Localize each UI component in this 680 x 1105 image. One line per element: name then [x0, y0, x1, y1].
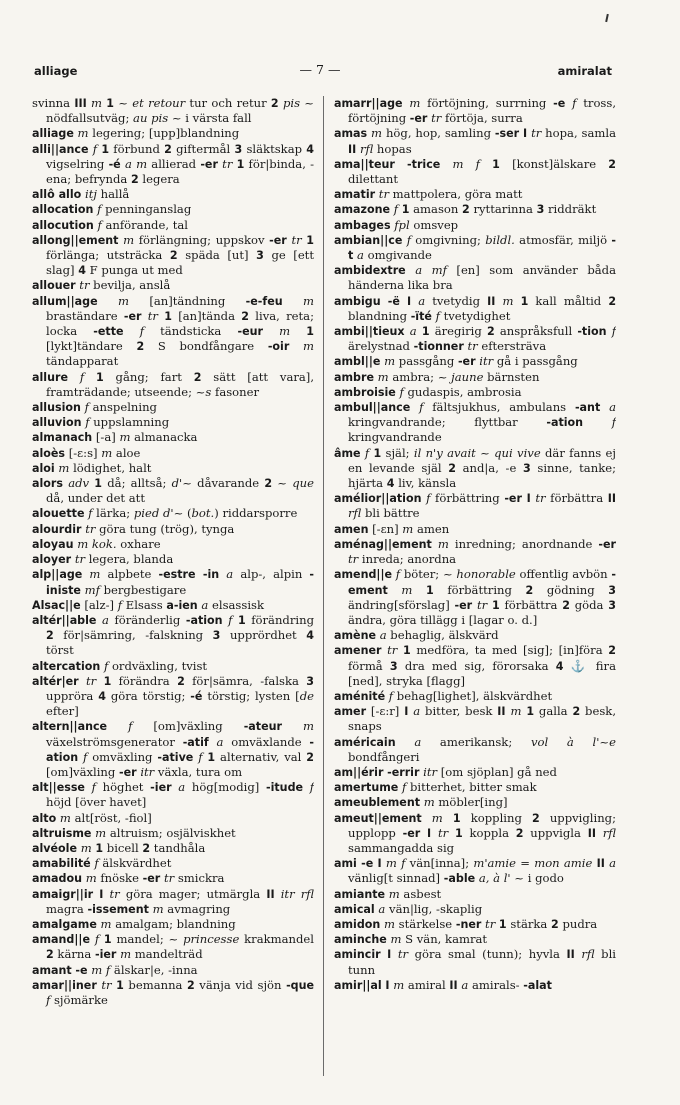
- dictionary-entry: allocution f anförande, tal: [32, 217, 188, 232]
- dictionary-entry: allô allo itj hallå: [32, 187, 130, 202]
- dictionary-entry: aminche m S vän, kamrat: [334, 932, 488, 947]
- dictionary-entry: aménag||ement m inredning; anordnande -er tr inreda; anordna: [334, 536, 616, 567]
- right-guide-word: amiralat: [557, 64, 612, 78]
- dictionary-entry: altercation f ordväxling, tvist: [32, 658, 208, 673]
- page-header: [28, 64, 612, 82]
- dictionary-entry: aloès [-ɛ:s] m aloe: [32, 445, 141, 460]
- dictionary-entry: ambul||ance f fältsjukhus, ambulans -ant a kringvandrande; flyttbar -ation f kringvandrande: [334, 400, 616, 445]
- dictionary-entry: amener tr 1 medföra, ta med [sig]; [in]föra 2 förmå 3 dra med sig, förorsaka 4 ⚓ fira [ned], stryka [flagg]: [334, 643, 616, 688]
- dictionary-entry: âme f 1 själ; il n'y avait ~ qui vive där fanns ej en levande själ 2 and|a, -e 3 sinne, tanke; hjärta 4 liv, känsla: [334, 445, 616, 491]
- dictionary-entry: amar||iner tr 1 bemanna 2 vänja vid sjön -que f sjömärke: [32, 977, 314, 1007]
- dictionary-entry: amant -e m f älskar|e, -inna: [32, 962, 198, 977]
- dictionary-entry: ambi||tieux a 1 äregirig 2 anspråksfull -tion f ärelystnad -tionner tr eftersträva: [334, 324, 616, 354]
- dictionary-entry: ami -e I m f vän[inna]; m'amie = mon amie II a vänlig[t sinnad] -able a, à l' ~ i godo: [334, 856, 616, 886]
- dictionary-entry: altruisme m altruism; osjälviskhet: [32, 825, 236, 840]
- dictionary-entry: amand||e f 1 mandel; ~ princesse krakmandel 2 kärna -ier m mandelträd: [32, 932, 314, 962]
- dictionary-entry: amadou m fnöske -er tr smickra: [32, 871, 225, 886]
- dictionary-entry: amer [-ɛ:r] I a bitter, besk II m 1 galla 2 besk, snaps: [334, 704, 616, 734]
- page-number: — 7 —: [299, 62, 341, 77]
- dictionary-entry: alp||age m alpbete -estre -in a alp-, alpin -iniste mf bergbestigare: [32, 567, 314, 597]
- dictionary-entry: am||érir -errir itr [om sjöplan] gå ned: [334, 764, 557, 779]
- dictionary-entry: amas m hög, hop, samling -ser I tr hopa, samla II rfl hopas: [334, 126, 616, 156]
- dictionary-entry: amatir tr mattpolera, göra matt: [334, 187, 523, 202]
- dictionary-entry: amical a vän|lig, -skaplig: [334, 901, 483, 916]
- dictionary-entry: amend||e f böter; ~ honorable offentlig avbön -ement m 1 förbättring 2 gödning 3 ändring[sförslag] -er tr 1 förbättra 2 göda 3 ändra, göra tillägg i [lagar o. d.]: [334, 567, 616, 627]
- dictionary-entry: aloyau m kok. oxhare: [32, 536, 161, 551]
- dictionary-entry: alors adv 1 då; alltså; d'~ dåvarande 2 ~ que då, under det att: [32, 476, 314, 506]
- columns: [32, 96, 616, 1086]
- dictionary-entry: allocation f penninganslag: [32, 202, 192, 217]
- dictionary-entry: ama||teur -trice m f 1 [konst]älskare 2 dilettant: [334, 156, 616, 187]
- dictionary-entry: alluvion f uppslamning: [32, 415, 170, 430]
- dictionary-entry: amen [-ɛn] m amen: [334, 521, 450, 536]
- dictionary-entry: altern||ance f [om]växling -ateur m växelströmsgenerator -atif a omväxlande -ation f omväxling -ative f 1 alternativ, val 2 [om]växling -er itr växla, tura om: [32, 719, 314, 779]
- dictionary-entry: ambigu -ë I a tvetydig II m 1 kall måltid 2 blandning -ïté f tvetydighet: [334, 293, 616, 323]
- dictionary-entry: ambl||e m passgång -er itr gå i passgång: [334, 354, 578, 369]
- dictionary-entry: allum||age m [an]tändning -e-feu m braständare -er tr 1 [an]tända 2 liva, reta; locka -ette f tändsticka -eur m 1 [lykt]tändare 2 S bondfångare -oir m tändapparat: [32, 293, 314, 369]
- dictionary-entry: alt||esse f höghet -ier a hög[modig] -itude f höjd [över havet]: [32, 780, 314, 810]
- dictionary-entry: allure f 1 gång; fart 2 sätt [att vara], framträdande; utseende; ~s fasoner: [32, 369, 314, 399]
- dictionary-entry: amène a behaglig, älskvärd: [334, 628, 499, 643]
- dictionary-entry: allouer tr bevilja, anslå: [32, 278, 171, 293]
- dictionary-entry: aloyer tr legera, blanda: [32, 552, 174, 567]
- dictionary-entry: alourdir tr göra tung (trög), tynga: [32, 521, 235, 536]
- dictionary-entry: amalgame m amalgam; blandning: [32, 916, 236, 931]
- dictionary-entry: allong||ement m förlängning; uppskov -er tr 1 förlänga; utsträcka 2 späda [ut] 3 ge [ett slag] 4 F punga ut med: [32, 232, 314, 278]
- dictionary-entry: amazone f 1 amason 2 ryttarinna 3 riddräkt: [334, 202, 597, 217]
- dictionary-entry: altér|er tr 1 förändra 2 för|sämra, -falska 3 uppröra 4 göra törstig; -é törstig; lysten [de efter]: [32, 673, 314, 719]
- dictionary-entry: svinna III m 1 ~ et retour tur och retur 2 pis ~ nödfallsutväg; au pis ~ i värsta fall: [32, 96, 314, 126]
- dictionary-entry: ambroisie f gudaspis, ambrosia: [334, 384, 522, 399]
- dictionary-entry: américain a amerikansk; vol à l'~e bondfångeri: [334, 734, 616, 764]
- margin-mark: [605, 14, 609, 22]
- dictionary-entry: Alsac||e [alz-] f Elsass a-ien a elsassisk: [32, 597, 265, 612]
- dictionary-entry: amidon m stärkelse -ner tr 1 stärka 2 pudra: [334, 916, 598, 931]
- dictionary-entry: ambages fpl omsvep: [334, 217, 459, 232]
- left-guide-word: alliage: [34, 64, 78, 78]
- dictionary-entry: alto m alt[röst, -fiol]: [32, 810, 152, 825]
- dictionary-entry: aloi m lödighet, halt: [32, 460, 152, 475]
- dictionary-entry: amincir I tr göra smal (tunn); hyvla II rfl bli tunn: [334, 947, 616, 977]
- dictionary-entry: amiante m asbest: [334, 886, 442, 901]
- dictionary-entry: ambian||ce f omgivning; bildl. atmosfär, miljö -t a omgivande: [334, 232, 616, 263]
- dictionary-entry: ameut||ement m 1 koppling 2 uppvigling; upplopp -er I tr 1 koppla 2 uppvigla II rfl sammangadda sig: [334, 810, 616, 855]
- dictionary-entry: ambre m ambra; ~ jaune bärnsten: [334, 369, 540, 384]
- dictionary-entry: amir||al I m amiral II a amirals- -alat: [334, 977, 552, 992]
- dictionary-entry: alliage m legering; [upp]blandning: [32, 126, 240, 141]
- dictionary-entry: alli||ance f 1 förbund 2 giftermål 3 släktskap 4 vigselring -é a m allierad -er tr 1 för|binda, -ena; befrynda 2 legera: [32, 141, 314, 187]
- left-column: [32, 96, 314, 1086]
- dictionary-entry: amertume f bitterhet, bitter smak: [334, 780, 537, 795]
- dictionary-entry: amaigr||ir I tr göra mager; utmärgla II itr rfl magra -issement m avmagring: [32, 886, 314, 916]
- dictionary-entry: ameublement m möbler[ing]: [334, 795, 508, 810]
- dictionary-entry: altér||able a föränderlig -ation f 1 förändring 2 för|sämring, -falskning 3 upprördhet 4 törst: [32, 612, 314, 658]
- dictionary-entry: almanach [-a] m almanacka: [32, 430, 198, 445]
- dictionary-entry: amarr||age m förtöjning, surrning -e f tross, förtöjning -er tr förtöja, surra: [334, 96, 616, 126]
- right-column: [334, 96, 616, 1086]
- dictionary-entry: alvéole m 1 bicell 2 tandhåla: [32, 840, 206, 855]
- dictionary-entry: ambidextre a mf [en] som använder båda händerna lika bra: [334, 263, 616, 293]
- dictionary-entry: amabilité f älskvärdhet: [32, 856, 172, 871]
- dictionary-entry: aménité f behag[lighet], älskvärdhet: [334, 688, 553, 703]
- dictionary-entry: amélior||ation f förbättring -er I tr förbättra II rfl bli bättre: [334, 491, 616, 521]
- dictionary-entry: alouette f lärka; pied d'~ (bot.) riddarsporre: [32, 506, 298, 521]
- dictionary-entry: allusion f anspelning: [32, 400, 157, 415]
